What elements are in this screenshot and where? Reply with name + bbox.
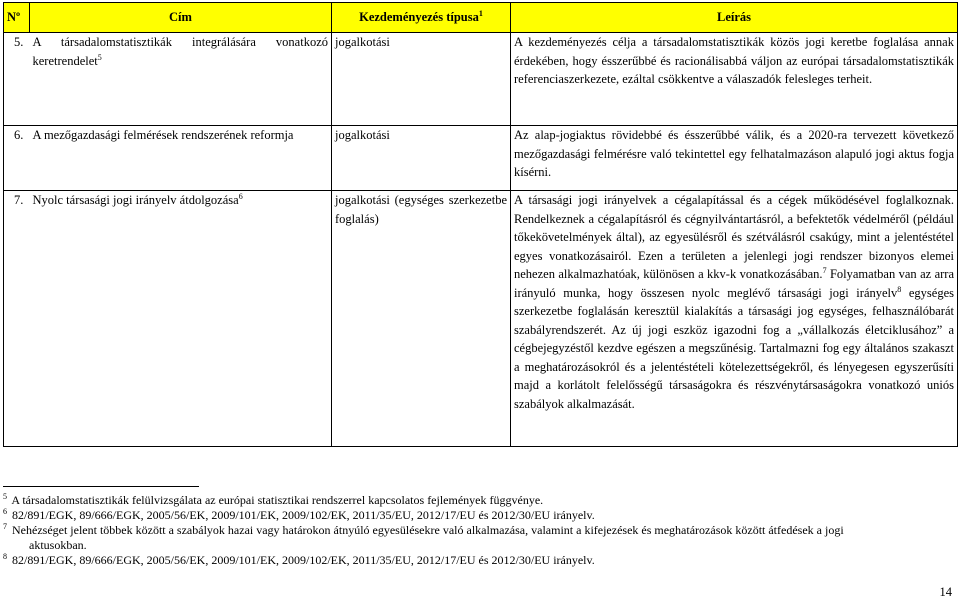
row-number: 5. <box>4 33 30 126</box>
row-title-text: A társadalomstatisztikák integrálására vonatkozó keretrendelet <box>32 35 328 68</box>
row-type: jogalkotási <box>332 126 511 191</box>
initiatives-table <box>3 2 958 447</box>
row-number: 7. <box>4 191 30 447</box>
row-number: 6. <box>4 126 30 191</box>
row-description: Az alap-jogiaktus rövidebbé és ésszerűbbé válik, és a 2020-ra tervezett következő mezőgazdasági felmérésre való tekintettel egy felhatalmazáson alapuló jogi aktus fogja kísérni. <box>511 126 958 191</box>
row-description: A kezdeményezés célja a társadalomstatisztikák közös jogi keretbe foglalása annak érdekében, hogy ésszerűbbé és racionálisabbá váljon az európai társadalomstatisztikák referenciaszerkezete, ezáltal csökkentve a válaszadók felesleges terheit. <box>511 33 958 126</box>
footnotes <box>3 493 933 568</box>
footnote-number: 7 <box>3 522 7 531</box>
row-type: jogalkotási <box>332 33 511 126</box>
footnote-continuation: aktusokban. <box>29 538 87 552</box>
table-row <box>4 126 958 191</box>
footnote-number: 6 <box>3 507 7 516</box>
row-title: A mezőgazdasági felmérések rendszerének reformja <box>30 126 332 191</box>
footnote-text: 82/891/EGK, 89/666/EGK, 2005/56/EK, 2009/101/EK, 2009/102/EK, 2011/35/EU, 2012/17/EU és 2012/30/EU irányelv. <box>12 553 595 567</box>
footnote-text: A társadalomstatisztikák felülvizsgálata az európai statisztikai rendszerrel kapcsolatos fejlemények függvénye. <box>11 493 544 507</box>
row-title <box>30 191 332 447</box>
header-type-footnote-ref: 1 <box>478 9 483 19</box>
footnote-ref: 7 <box>822 265 827 275</box>
row-title <box>30 33 332 126</box>
footnote <box>3 523 933 538</box>
header-number: Nº <box>4 3 30 33</box>
footnote-separator <box>3 486 199 487</box>
header-description: Leírás <box>511 3 958 33</box>
header-title: Cím <box>30 3 332 33</box>
table-row <box>4 33 958 126</box>
footnote <box>3 508 933 523</box>
footnote-text: Nehézséget jelent többek között a szabályok hazai vagy határokon átnyúló egyesülésekre való alkalmazása, valamint a kifejezések és meghatározások között átfedések a jogi <box>12 523 844 537</box>
row-description <box>511 191 958 447</box>
page-number: 14 <box>939 585 952 599</box>
row-description-part: egységes szerkezetbe foglalásán keresztül kialakítás a társasági jog egységes, felhasználóbarát szabályrendszerét. Az új jogi eszköz igazodni fog a „vállalkozás életciklusához” a cégbejegyzéstől kezdve egészen a megszűnésig. Tartalmazni fog egy általános szakaszt a meghatározásokról és a jelentéstételi kötelezettségekről, és lényegesen egyszerűsíti majd a korlátolt felelősségű társaságokra és részvénytársaságokra vonatkozó uniós szabályok alkalmazását. <box>514 285 954 411</box>
table-row <box>4 191 958 447</box>
table-header-row <box>4 3 958 33</box>
row-description-part: A társasági jogi irányelvek a cégalapítással és a cégek működésével foglalkoznak. Rendelkeznek a cégalapításról és cégnyilvántartásról, a befektetők védelméről (például tőkekövetelmények által), az egyesülésről és szétválásról csakúgy, mint a jelentéstétel egyes vonatkozásairól. Ezen a területen a jelenlegi jogi rendszer bizonyos elemei nehezen alkalmazhatóak, különösen a kkv-k vonatkozásában. <box>514 193 954 281</box>
footnote <box>3 553 933 568</box>
footnote-ref: 8 <box>897 284 902 294</box>
footnote-ref: 5 <box>97 52 102 62</box>
header-initiative-type <box>332 3 511 33</box>
footnote-text: 82/891/EGK, 89/666/EGK, 2005/56/EK, 2009/101/EK, 2009/102/EK, 2011/35/EU, 2012/17/EU és 2012/30/EU irányelv. <box>12 508 595 522</box>
footnote <box>3 493 933 508</box>
footnote-ref: 6 <box>238 191 243 201</box>
row-description-part: Folyamatban van az arra irányuló munka, hogy összesen nyolc meglévő társasági jogi irányelv <box>514 267 954 300</box>
footnote-number: 8 <box>3 552 7 561</box>
footnote-number: 5 <box>3 492 7 501</box>
header-type-label: Kezdeményezés típusa <box>359 10 479 25</box>
row-type: jogalkotási (egységes szerkezetbe foglalás) <box>332 191 511 447</box>
row-title-text: Nyolc társasági jogi irányelv átdolgozása <box>32 193 239 207</box>
